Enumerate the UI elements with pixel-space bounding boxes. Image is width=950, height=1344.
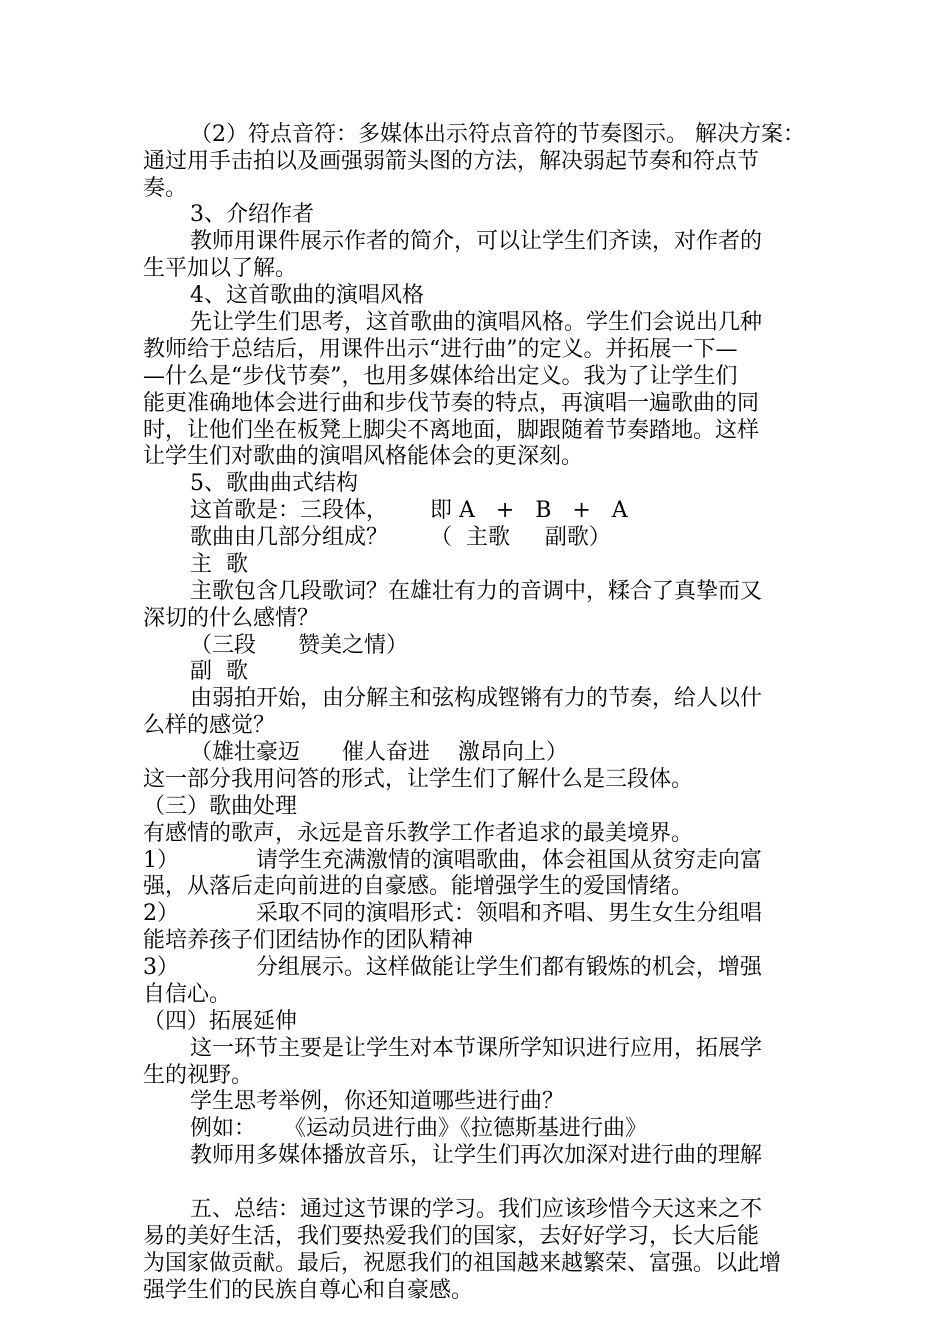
text-line: 学生思考举例，你还知道哪些进行曲？ [190,1089,565,1114]
text-line: 生平加以了解。 [143,256,298,281]
text-line: 能更准确地体会进行曲和步伐节奏的特点，再演唱一遍歌曲的同 [143,391,760,416]
section-heading: 五、总结：通过这节课的学习。我们应该珍惜今天这来之不 [190,1197,763,1222]
text-line: 主歌包含几段歌词？在雄壮有力的音调中，糅合了真挚而又 [190,579,763,604]
text-line: 教师给于总结后，用课件出示“进行曲”的定义。并拓展一下— [143,337,738,362]
text-line: 强，从落后走向前进的自豪感。能增强学生的爱国情绪。 [143,874,694,899]
text-line: 为国家做贡献。最后，祝愿我们的祖国越来越繁荣、富强。以此增 [143,1251,782,1276]
text-line: 通过用手击拍以及画强弱箭头图的方法，解决弱起节奏和符点节 [143,149,760,174]
text-line: 这首歌是：三段体， 即 A + B + A [190,498,628,523]
section-heading: 4、这首歌曲的演唱风格 [190,283,424,308]
section-heading: 5、歌曲曲式结构 [190,471,358,496]
section-heading: （四）拓展延伸 [143,1009,298,1034]
text-line: 主 歌 [190,552,248,577]
text-line: 有感情的歌声，永远是音乐教学工作者追求的最美境界。 [143,821,694,846]
text-line: 教师用多媒体播放音乐，让学生们再次加深对进行曲的理解 [190,1143,763,1168]
text-line: 时，让他们坐在板凳上脚尖不离地面，脚跟随着节奏踏地。这样 [143,418,760,443]
text-line: 先让学生们思考，这首歌曲的演唱风格。学生们会说出几种 [190,310,763,335]
text-line: 例如： 《运动员进行曲》《拉德斯基进行曲》 [190,1116,647,1141]
section-heading: （三）歌曲处理 [143,794,298,819]
text-line: （雄壮豪迈 催人奋进 激昂向上） [190,740,568,765]
text-line: 奏。 [143,176,188,201]
text-line: 副 歌 [190,659,248,684]
text-line: 这一部分我用问答的形式，让学生们了解什么是三段体。 [143,767,694,792]
text-line: 教师用课件展示作者的简介，可以让学生们齐读，对作者的 [190,229,763,254]
text-line: 歌曲由几部分组成？ （ 主歌 副歌） [190,525,611,550]
text-line: —什么是“步伐节奏”，也用多媒体给出定义。我为了让学生们 [143,364,738,389]
list-item: 2） 采取不同的演唱形式：领唱和齐唱、男生女生分组唱 [143,901,762,926]
text-line: 深切的什么感情？ [143,606,320,631]
text-line: 这一环节主要是让学生对本节课所学知识进行应用，拓展学 [190,1036,763,1061]
text-line: （2）符点音符：多媒体出示符点音符的节奏图示。 解决方案： [190,122,805,147]
list-item: 3） 分组展示。这样做能让学生们都有锻炼的机会，增强 [143,955,762,980]
text-line: 么样的感觉？ [143,713,276,738]
text-line: 生的视野。 [143,1063,254,1088]
text-line: （三段 赞美之情） [190,633,408,658]
text-line: 能培养孩子们团结协作的团队精神 [143,928,474,953]
section-heading: 3、介绍作者 [190,202,314,227]
text-line: 由弱拍开始，由分解主和弦构成铿锵有力的节奏，给人以什 [190,686,763,711]
text-line: 自信心。 [143,982,232,1007]
text-line: 让学生们对歌曲的演唱风格能体会的更深刻。 [143,444,584,469]
text-line: 强学生们的民族自尊心和自豪感。 [143,1278,474,1303]
list-item: 1） 请学生充满激情的演唱歌曲，体会祖国从贫穷走向富 [143,848,762,873]
text-line: 易的美好生活，我们要热爱我们的国家，去好好学习，长大后能 [143,1224,760,1249]
